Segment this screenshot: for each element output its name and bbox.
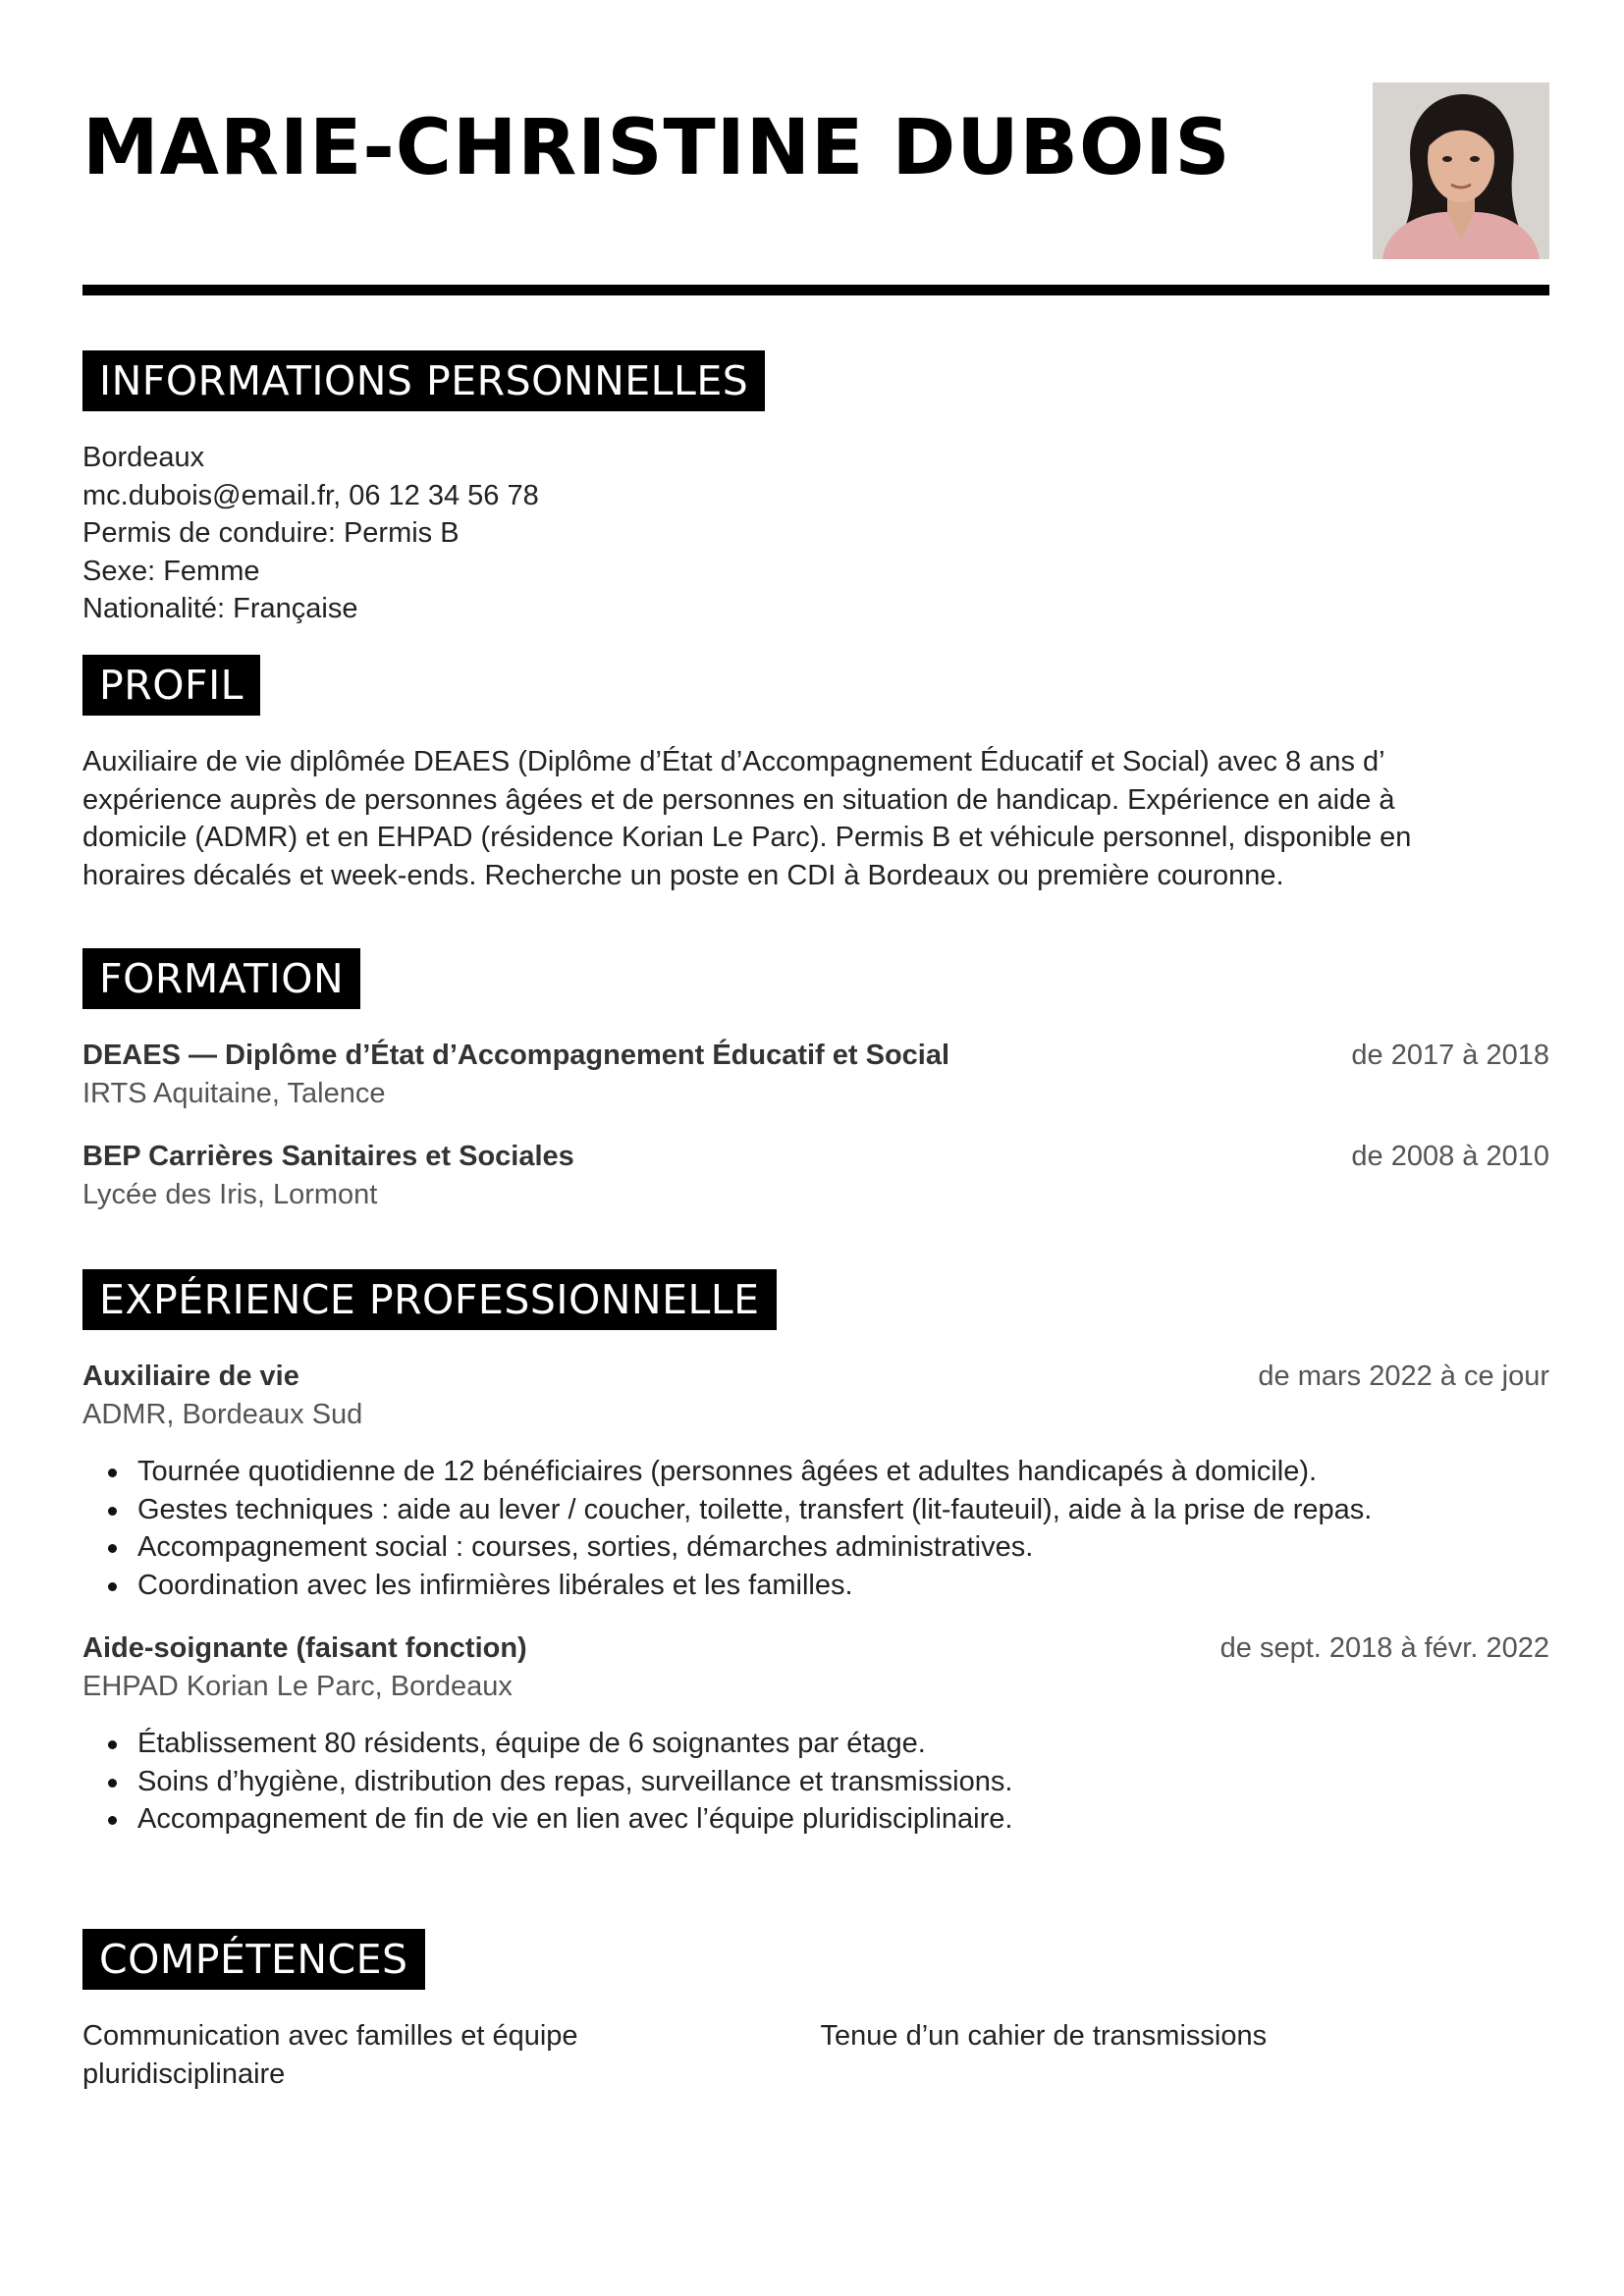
skill-item: Tenue d’un cahier de transmissions <box>820 2020 1268 2052</box>
job-title: Auxiliaire de vie <box>82 1361 299 1392</box>
section-title: EXPÉRIENCE PROFESSIONNELLE <box>82 1269 777 1330</box>
header-divider <box>82 285 1549 295</box>
job-employer: ADMR, Bordeaux Sud <box>82 1398 363 1430</box>
job-tasks <box>82 1453 1549 1604</box>
education-dates: de 2017 à 2018 <box>1351 1040 1549 1071</box>
profile-text <box>82 743 1549 894</box>
job-title: Aide-soignante (faisant fonction) <box>82 1632 527 1664</box>
education-place: Lycée des Iris, Lormont <box>82 1178 378 1210</box>
job-tasks <box>82 1725 1549 1839</box>
skill-item: Communication avec familles et équipe pluridisciplinaire <box>82 2020 578 2090</box>
task-item: Établissement 80 résidents, équipe de 6 soignantes par étage. <box>137 1725 1549 1763</box>
section-title: COMPÉTENCES <box>82 1929 425 1990</box>
education-entry <box>82 1037 1549 1112</box>
task-item: Coordination avec les infirmières libérales et les familles. <box>137 1567 1549 1605</box>
section-title: PROFIL <box>82 655 260 716</box>
education-title: BEP Carrières Sanitaires et Sociales <box>82 1141 574 1172</box>
job-dates: de mars 2022 à ce jour <box>1258 1361 1549 1392</box>
profile-line: horaires décalés et week-ends. Recherche un poste en CDI à Bordeaux ou première couronne. <box>82 859 1284 891</box>
section-skills <box>82 1929 1549 2093</box>
task-item: Accompagnement de fin de vie en lien avec l’équipe pluridisciplinaire. <box>137 1800 1549 1839</box>
section-experience <box>82 1269 1549 1864</box>
education-entry <box>82 1138 1549 1213</box>
task-item: Accompagnement social : courses, sorties, démarches administratives. <box>137 1528 1549 1567</box>
info-nationality: Nationalité: Française <box>82 593 358 624</box>
task-item: Gestes techniques : aide au lever / coucher, toilette, transfert (lit-fauteuil), aide à la prise de repas. <box>137 1491 1549 1529</box>
job-dates: de sept. 2018 à févr. 2022 <box>1219 1632 1549 1664</box>
info-sex: Sexe: Femme <box>82 555 260 587</box>
experience-entry <box>82 1358 1549 1604</box>
portrait-image <box>1373 82 1549 259</box>
section-personal-info <box>82 350 1549 628</box>
education-place: IRTS Aquitaine, Talence <box>82 1077 386 1109</box>
task-item: Soins d’hygiène, distribution des repas, surveillance et transmissions. <box>137 1763 1549 1801</box>
section-title: INFORMATIONS PERSONNELLES <box>82 350 765 411</box>
section-education <box>82 948 1549 1239</box>
section-title: FORMATION <box>82 948 360 1009</box>
profile-photo <box>1373 82 1549 259</box>
experience-entry <box>82 1629 1549 1839</box>
section-profile <box>82 655 1549 894</box>
education-dates: de 2008 à 2010 <box>1351 1141 1549 1172</box>
profile-line: domicile (ADMR) et en EHPAD (résidence Korian Le Parc). Permis B et véhicule personnel, disponible en <box>82 822 1412 853</box>
education-title: DEAES — Diplôme d’État d’Accompagnement Éducatif et Social <box>82 1040 950 1071</box>
profile-line: expérience auprès de personnes âgées et de personnes en situation de handicap. Expérience en aide à <box>82 783 1395 816</box>
info-license: Permis de conduire: Permis B <box>82 517 460 549</box>
profile-line: Auxiliaire de vie diplômée DEAES (Diplôme d’État d’Accompagnement Éducatif et Social) avec 8 ans d’ <box>82 746 1385 777</box>
info-contact: mc.dubois@email.fr, 06 12 34 56 78 <box>82 479 539 511</box>
info-city: Bordeaux <box>82 442 205 473</box>
task-item: Tournée quotidienne de 12 bénéficiaires (personnes âgées et adultes handicapés à domicile). <box>137 1453 1549 1491</box>
job-employer: EHPAD Korian Le Parc, Bordeaux <box>82 1670 513 1702</box>
skills-grid <box>82 2017 1549 2093</box>
candidate-name: MARIE-CHRISTINE DUBOIS <box>82 104 1231 192</box>
